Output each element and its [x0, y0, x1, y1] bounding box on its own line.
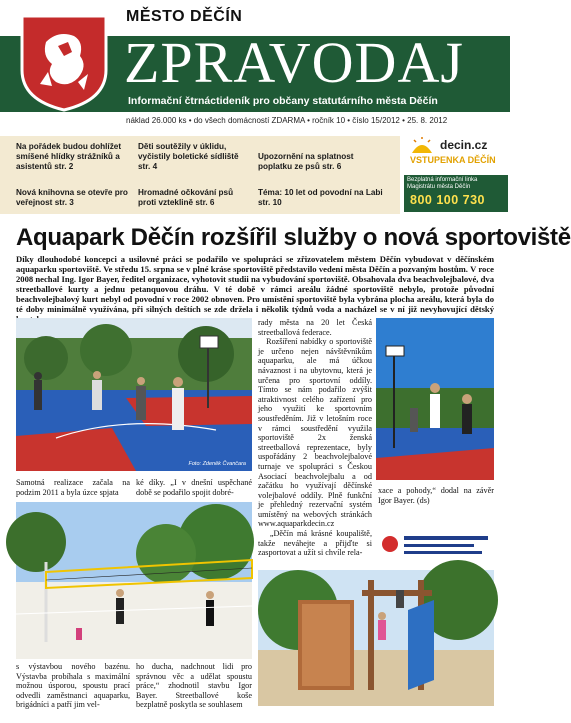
- photo-streetball-illustration: [16, 318, 252, 471]
- photo-beach-volleyball: [16, 502, 252, 659]
- article-col1b: s výstavbou nového bazénu. Výstavba probíhala s maximální možnou úsporou, spoustu prací odvedli zaměstnanci aquaparku, brigádníci a patří jim vel-: [16, 662, 130, 710]
- photo-basketball-player: [376, 318, 494, 480]
- article-col2a: ké díky. „I v dnešní uspěchané době se podařilo spojit dobré-: [136, 478, 252, 497]
- teaser-item[interactable]: Děti soutěžily v úklidu, vyčistily boletické sídliště str. 4: [138, 142, 239, 171]
- article-col1a: Samotná realizace začala na podzim 2011 a byla úzce spjata: [16, 478, 130, 497]
- sun-logo-icon: [410, 137, 434, 155]
- teaser-item[interactable]: Nová knihovna se otevře pro veřejnost str. 3: [16, 188, 128, 207]
- hotline-label: Bezplatná informační linka Magistrátu města Děčín: [407, 177, 478, 190]
- gateway-brand: VSTUPENKA DĚČÍN: [410, 155, 496, 165]
- newspaper-title: ZPRAVODAJ: [124, 30, 464, 95]
- sponsor-logo-icon: [378, 524, 494, 568]
- photo-playground-illustration: [258, 570, 494, 706]
- hotline-box: [404, 175, 508, 212]
- teaser-item[interactable]: Upozornění na splatnost poplatku ze psů str. 6: [258, 152, 354, 171]
- hotline-number[interactable]: 800 100 730: [410, 193, 486, 207]
- teaser-item[interactable]: Na pořádek budou dohlížet smíšené hlídky strážníků a asistentů str. 2: [16, 142, 122, 171]
- teaser-item[interactable]: Hromadné očkování psů proti vzteklině str. 6: [138, 188, 234, 207]
- teaser-item[interactable]: Téma: 10 let od povodní na Labi str. 10: [258, 188, 383, 207]
- issue-info: náklad 26.000 ks • do všech domácností ZDARMA • ročník 10 • číslo 15/2012 • 25. 8. 2012: [126, 116, 448, 125]
- teaser-panel: [0, 136, 400, 214]
- article-col2b: ho ducha, nadchnout lidi pro správnou věc a udělat spoustu práce,“ zhodnotil stavbu Igor Bayer. Streetballové koše bezplatně poskytla se souhlasem: [136, 662, 252, 710]
- article-col4: xace a pohody,“ dodal na závěr Igor Bayer. (ds): [378, 486, 494, 505]
- article-col3: rady města na 20 let Česká streetballová federace. Rozšíření nabídky o sportoviště je určeno nejen návštěvníkům aquaparku, ale má účkou návaznost i na ubytovnu, která je určena pro sportovní oddíly. Tímto se nám podařilo zvýšit atraktivnost celého zařízení pro jeho využití ke sportovním soustředěním. Již v letošním roce v rámci soustředění využila sportoviště 2x ženská streetballová reprezentace, byly uspořádány 2 beachvolejbalové turnaje ve spolupráci s Českou Asociací beachvolejbalu a od začátku ho využívají děčínské volejbalové oddíly. Plně funkční je přehledný rezervační systém umístěný na webových stránkách www.aquaparkdecin.cz „Děčín má krásné koupaliště, takže neváhejte a přijďte si zasportovat a užít si chvíle rela-: [258, 318, 372, 558]
- photo-streetball-court: [16, 318, 252, 471]
- sponsor-logo: [378, 524, 494, 568]
- photo-credit: Foto: Zdeněk Čvančara: [188, 461, 246, 467]
- city-name: MĚSTO DĚČÍN: [126, 8, 243, 25]
- photo-basketball-illustration: [376, 318, 494, 480]
- website-brand[interactable]: decin.cz: [440, 138, 488, 152]
- photo-playground: [258, 570, 494, 706]
- newspaper-tagline: Informační čtrnáctideník pro občany statutárního města Děčín: [128, 95, 438, 107]
- article-lead: Díky dlouhodobé koncepci a usilovné práci se podařilo ve spolupráci se zřizovatelem městem Děčín vybudovat v děčínském aquaparku sportoviště. Ve středu 15. srpna se v plné kráse sportoviště představilo vedení města Děčín a pozvaným hostům. V roce 2008 nechal Ing. Igor Bayer, ředitel organizace, vyhotovit studii na vybudování sportoviště. Obsahovala dva beachvolejbalové, dva streetballové kurty a jednu petanquovou dráhu. V té době v rámci areálu žádné sportoviště nebylo, protože původní beachvolejbalový kurt nebyl od povodní v roce 2002 obnoven. Pro umístění sportoviště byla vybrána plocha areálu, která byla do té doby minimálně využívána, při silných deštích se zde držela i několik týdnů voda a nacházel se v ní již nevyhovující dětský: [16, 254, 494, 314]
- photo-volleyball-illustration: [16, 502, 252, 659]
- article-headline: Aquapark Děčín rozšířil služby o nová sportoviště: [16, 224, 571, 251]
- masthead: [0, 0, 510, 112]
- city-crest-icon: [18, 12, 110, 112]
